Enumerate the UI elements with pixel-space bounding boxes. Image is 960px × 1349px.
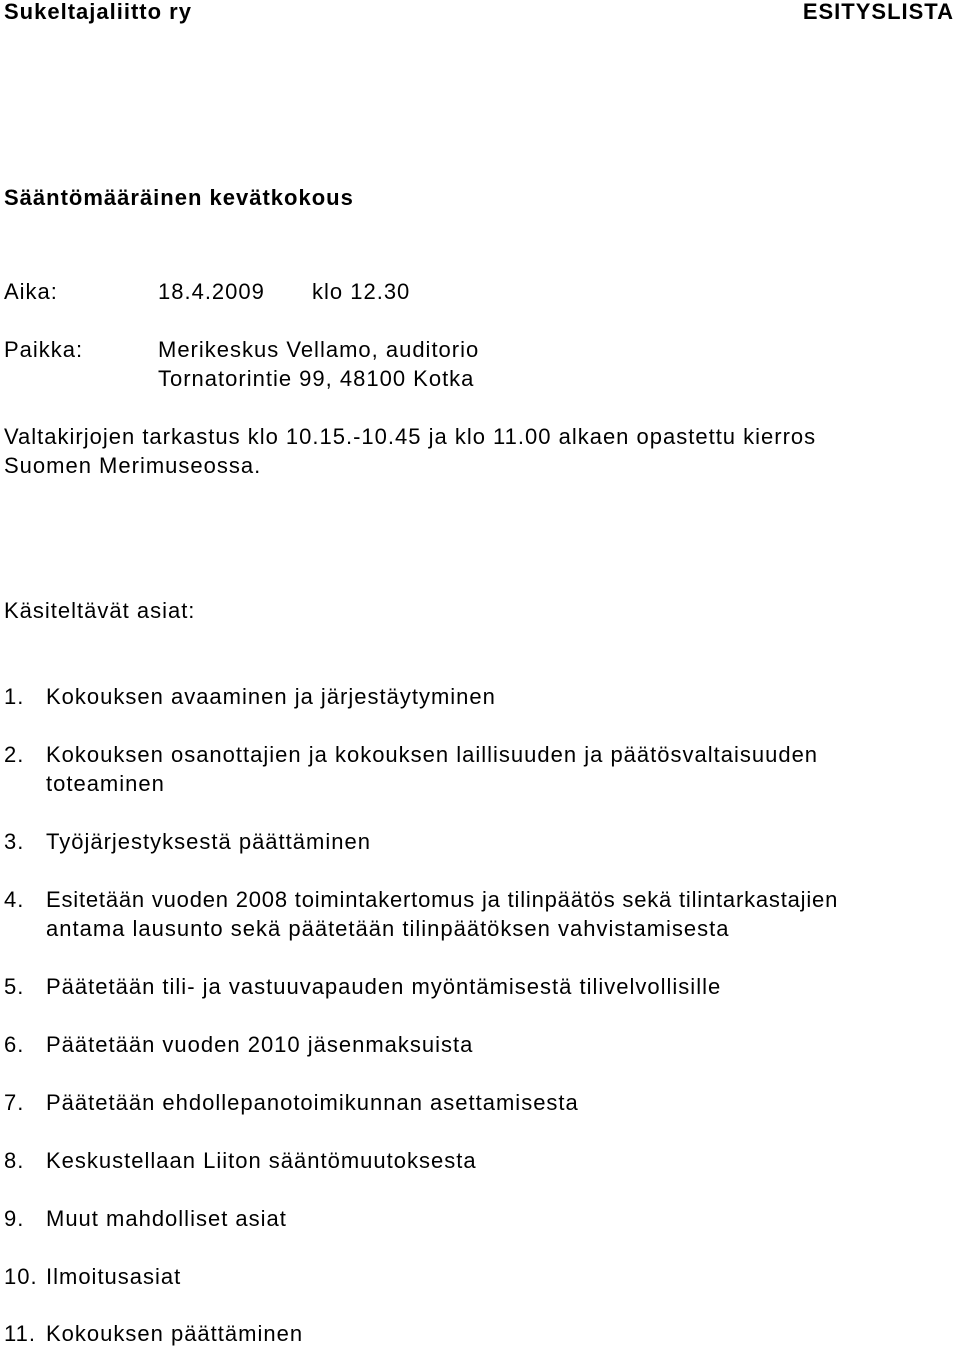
agenda-item-text: Työjärjestyksestä päättäminen [46,829,371,854]
time-label: Aika: [4,279,58,304]
agenda-item [0,1031,960,1059]
agenda-item-number: 11. [4,1321,36,1346]
note-line-2: Suomen Merimuseossa. [4,453,262,478]
agenda-item [0,683,960,711]
agenda-item [0,886,960,944]
agenda-item-number: 10. [4,1264,38,1289]
agenda-item-number: 1. [4,684,25,709]
agenda-item [0,1205,960,1233]
agenda-item-text: Kokouksen osanottajien ja kokouksen laillisuuden ja päätösvaltaisuuden [46,742,819,767]
agenda-item-number: 7. [4,1090,25,1115]
agenda-item-text-continued: toteaminen [46,771,165,796]
agenda-item [0,1089,960,1117]
note-line-1: Valtakirjojen tarkastus klo 10.15.-10.45 ja klo 11.00 alkaen opastettu kierros [4,424,817,449]
agenda-item [0,1147,960,1175]
agenda-item-text: Ilmoitusasiat [46,1264,182,1289]
agenda-item-text-continued: antama lausunto sekä päätetään tilinpäätöksen vahvistamisesta [46,916,730,941]
agenda-item-number: 9. [4,1206,25,1231]
agenda-item-text: Kokouksen päättäminen [46,1321,304,1346]
agenda-item [0,973,960,1001]
agenda-item [0,1263,960,1291]
place-line-2: Tornatorintie 99, 48100 Kotka [158,366,475,391]
time-date: 18.4.2009 [158,279,265,304]
organization-name: Sukeltajaliitto ry [4,0,192,24]
agenda-item-text: Kokouksen avaaminen ja järjestäytyminen [46,684,496,709]
agenda-item-text: Muut mahdolliset asiat [46,1206,287,1231]
agenda-item-text: Päätetään tili- ja vastuuvapauden myöntämisestä tilivelvollisille [46,974,722,999]
place-line-1: Merikeskus Vellamo, auditorio [158,337,480,362]
meeting-title: Sääntömääräinen kevätkokous [4,185,354,210]
agenda-item-number: 8. [4,1148,25,1173]
agenda-item-number: 3. [4,829,25,854]
agenda-item [0,1320,960,1348]
agenda-item [0,828,960,856]
time-clock: klo 12.30 [312,279,411,304]
agenda-item-number: 4. [4,887,25,912]
agenda-item-number: 6. [4,1032,25,1057]
agenda-item-number: 2. [4,742,25,767]
agenda-item-text: Esitetään vuoden 2008 toimintakertomus ja tilinpäätös sekä tilintarkastajien [46,887,839,912]
document-type: ESITYSLISTA [802,0,954,24]
agenda-heading: Käsiteltävät asiat: [4,598,196,623]
agenda-item-number: 5. [4,974,25,999]
agenda-item-text: Keskustellaan Liiton sääntömuutoksesta [46,1148,477,1173]
agenda-item-text: Päätetään ehdollepanotoimikunnan asettamisesta [46,1090,579,1115]
agenda-item-text: Päätetään vuoden 2010 jäsenmaksuista [46,1032,474,1057]
place-label: Paikka: [4,337,84,362]
agenda-item [0,741,960,799]
